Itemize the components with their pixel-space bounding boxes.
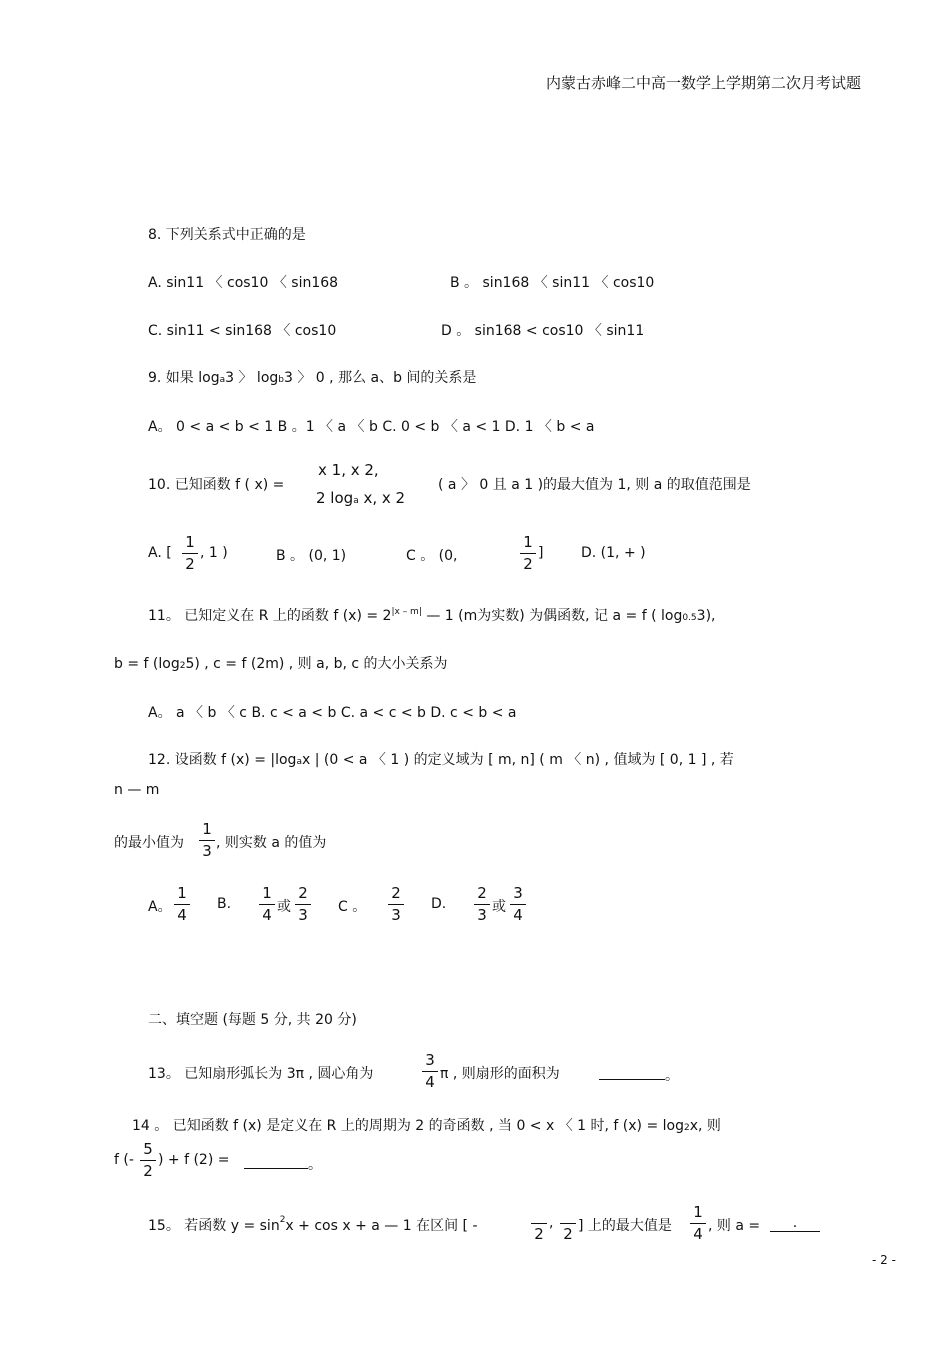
q15-interval-den-1: 2: [531, 1205, 547, 1242]
q12-fraction-a: 1 4: [174, 886, 190, 923]
q10-option-d: D. (1, + ): [581, 545, 646, 561]
q9-options: A。 0 < a < b < 1 B 。1 〈 a 〈 b C. 0 < b 〈 a < 1 D. 1 〈 b < a: [148, 419, 595, 435]
q8-stem: 8. 下列关系式中正确的是: [148, 227, 306, 243]
q15-stem: 15。 若函数 $y = \sin^2x + \cos x + a$ — 1 在区间 [ -: [148, 1215, 478, 1234]
q10-option-c-tail: ]: [538, 545, 544, 561]
q12-fraction-min: 1 3: [199, 822, 215, 859]
q12-option-b: B.: [217, 896, 232, 912]
q14-answer-blank[interactable]: 。: [244, 1152, 322, 1174]
q15-stem-tail: , 则 a =: [708, 1218, 761, 1234]
q15-stem-mid: ] 上的最大值是: [578, 1218, 672, 1234]
q10-stem-tail: ( a 〉 0 且 a 1 )的最大值为 1, 则 a 的取值范围是: [438, 477, 751, 493]
q10-option-a-tail: , 1 ): [200, 545, 228, 561]
q11-options: A。 a 〈 b 〈 c B. c < a < b C. a < c < b D. c < b < a: [148, 705, 517, 721]
q11-line-2: b = f (log25) , c = f (2m) , 则 a, b, c 的大小关系为: [114, 656, 448, 672]
q13-fraction: 3 4: [422, 1053, 438, 1090]
q10-option-b: B 。 (0, 1): [276, 548, 347, 564]
q12-line-1: 12. 设函数 f (x) = |logax | (0 < a 〈 1 ) 的定义域为 [ m, n] ( m 〈 n) , 值域为 [ 0, 1 ] , 若: [148, 752, 734, 768]
q12-fraction-c: 2 3: [388, 886, 404, 923]
q12-line-3: 的最小值为: [114, 835, 184, 851]
q14-line-2: f (-: [114, 1152, 134, 1168]
q13-stem-tail: π , 则扇形的面积为: [440, 1066, 560, 1082]
q15-interval-den-2: 2: [560, 1205, 576, 1242]
q12-or-d: 或: [492, 899, 506, 915]
q12-fraction-d2: 3 4: [510, 886, 526, 923]
q13-stem: 13。 已知扇形弧长为 3π , 圆心角为: [148, 1066, 374, 1082]
q10-case-1: x 1, x 2,: [318, 461, 379, 479]
section-title: 二、填空题 (每题 5 分, 共 20 分): [148, 1012, 357, 1028]
q12-option-d: D.: [431, 896, 447, 912]
q8-option-a: A. sin11 〈 cos10 〈 sin168: [148, 275, 339, 291]
q10-option-c: C 。 (0,: [406, 548, 458, 564]
q12-or-b: 或: [277, 899, 291, 915]
q12-fraction-b1: 1 4: [259, 886, 275, 923]
q10-case-2: 2 loga x, x 2: [316, 489, 406, 507]
page-header: 内蒙古赤峰二中高一数学上学期第二次月考试题: [546, 74, 862, 92]
q11-line-1: 11。 已知定义在 R 上的函数 f $(x) = 2^{|x - m|}$ — 1 (m为实数) 为偶函数, 记 a = f ( log0.53),: [148, 607, 716, 624]
q10-fraction-a: 1 2: [182, 535, 198, 572]
q13-answer-blank[interactable]: 。: [599, 1063, 679, 1085]
q12-option-a: A。: [148, 899, 172, 915]
q12-option-c: C 。: [338, 899, 367, 915]
q10-stem: 10. 已知函数 f ( x) =: [148, 477, 285, 493]
q14-fraction: 5 2: [140, 1142, 156, 1179]
q15-fraction-max: 1 4: [690, 1205, 706, 1242]
q8-option-b: B 。 sin168 〈 sin11 〈 cos10: [450, 275, 655, 291]
q14-line-2-tail: ) + f (2) =: [158, 1152, 230, 1168]
q10-option-a: A. [: [148, 545, 172, 561]
q15-answer-blank[interactable]: .: [770, 1215, 820, 1232]
q8-option-c: C. sin11 < sin168 〈 cos10: [148, 323, 337, 339]
q12-fraction-b2: 2 3: [295, 886, 311, 923]
q12-line-3-tail: , 则实数 a 的值为: [216, 835, 327, 851]
q8-option-d: D 。 sin168 < cos10 〈 sin11: [441, 323, 645, 339]
q15-interval-comma: ,: [549, 1215, 554, 1231]
q9-stem: 9. 如果 loga3 〉 logb3 〉 0 , 那么 a、b 间的关系是: [148, 370, 477, 386]
q14-line-1: 14 。 已知函数 f (x) 是定义在 R 上的周期为 2 的奇函数 , 当 0 < x 〈 1 时, f (x) = log2x, 则: [132, 1118, 721, 1134]
q10-fraction-c: 1 2: [520, 535, 536, 572]
q12-line-2: n — m: [114, 782, 160, 798]
q12-fraction-d1: 2 3: [474, 886, 490, 923]
page-number: - 2 -: [872, 1253, 896, 1267]
